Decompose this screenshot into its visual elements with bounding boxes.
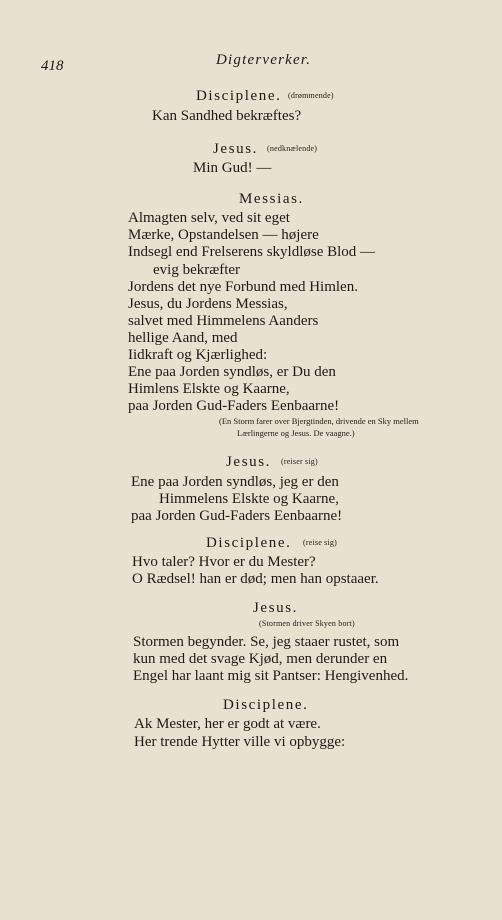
verse-line: Mærke, Opstandelsen — højere xyxy=(128,227,319,243)
stage-note: (En Storm farer over Bjergtinden, drivende en Sky mellem xyxy=(219,416,419,426)
speaker-name: Jesus. xyxy=(213,141,259,157)
verse-line: Kan Sandhed bekræftes? xyxy=(152,108,302,124)
verse-line: Himmelens Elskte og Kaarne, xyxy=(159,491,339,507)
verse-line: Indsegl end Frelserens skyldløse Blod — xyxy=(128,244,376,260)
stage-note: Lærlingerne og Jesus. De vaagne.) xyxy=(237,428,355,438)
page-number: 418 xyxy=(41,58,64,74)
verse-line: evig bekræfter xyxy=(153,262,241,278)
verse-line: Jordens det nye Forbund med Himlen. xyxy=(128,279,358,295)
stage-direction: (nedknælende) xyxy=(267,144,318,153)
speaker-name: Jesus. xyxy=(253,600,299,616)
verse-line: Hvo taler? Hvor er du Mester? xyxy=(132,554,316,570)
verse-line: Ene paa Jorden syndløs, er Du den xyxy=(128,364,336,380)
speaker-name: Disciplene. xyxy=(206,535,292,551)
verse-line: paa Jorden Gud-Faders Eenbaarne! xyxy=(131,508,343,524)
verse-line: salvet med Himmelens Aanders xyxy=(128,313,319,329)
running-title: Digterverker. xyxy=(216,52,312,68)
stage-direction: (reiser sig) xyxy=(281,457,318,466)
verse-line: Iidkraft og Kjærlighed: xyxy=(128,347,268,363)
verse-line: Himlens Elskte og Kaarne, xyxy=(128,381,290,397)
verse-line: hellige Aand, med xyxy=(128,330,238,346)
verse-line: Ene paa Jorden syndløs, jeg er den xyxy=(131,474,339,490)
stage-direction: (reise sig) xyxy=(303,538,337,547)
speaker-name: Disciplene. xyxy=(223,697,309,713)
speaker-name: Messias. xyxy=(239,191,304,207)
verse-line: paa Jorden Gud-Faders Eenbaarne! xyxy=(128,398,340,414)
verse-line: Jesus, du Jordens Messias, xyxy=(128,296,288,312)
verse-line: kun med det svage Kjød, men derunder en xyxy=(133,651,388,667)
verse-line: Almagten selv, ved sit eget xyxy=(128,210,290,226)
stage-direction: (drømmende) xyxy=(288,91,334,100)
verse-line: Her trende Hytter ville vi opbygge: xyxy=(134,734,346,750)
stage-direction: (Stormen driver Skyen bort) xyxy=(259,619,355,628)
verse-line: Ak Mester, her er godt at være. xyxy=(134,716,321,732)
verse-line: Min Gud! — xyxy=(193,160,272,176)
speaker-name: Disciplene. xyxy=(196,88,282,104)
verse-line: Engel har laant mig sit Pantser: Hengivenhed. xyxy=(133,668,409,684)
verse-line: O Rædsel! han er død; men han opstaaer. xyxy=(132,571,379,587)
speaker-name: Jesus. xyxy=(226,454,272,470)
verse-line: Stormen begynder. Se, jeg staaer rustet, som xyxy=(133,634,400,650)
